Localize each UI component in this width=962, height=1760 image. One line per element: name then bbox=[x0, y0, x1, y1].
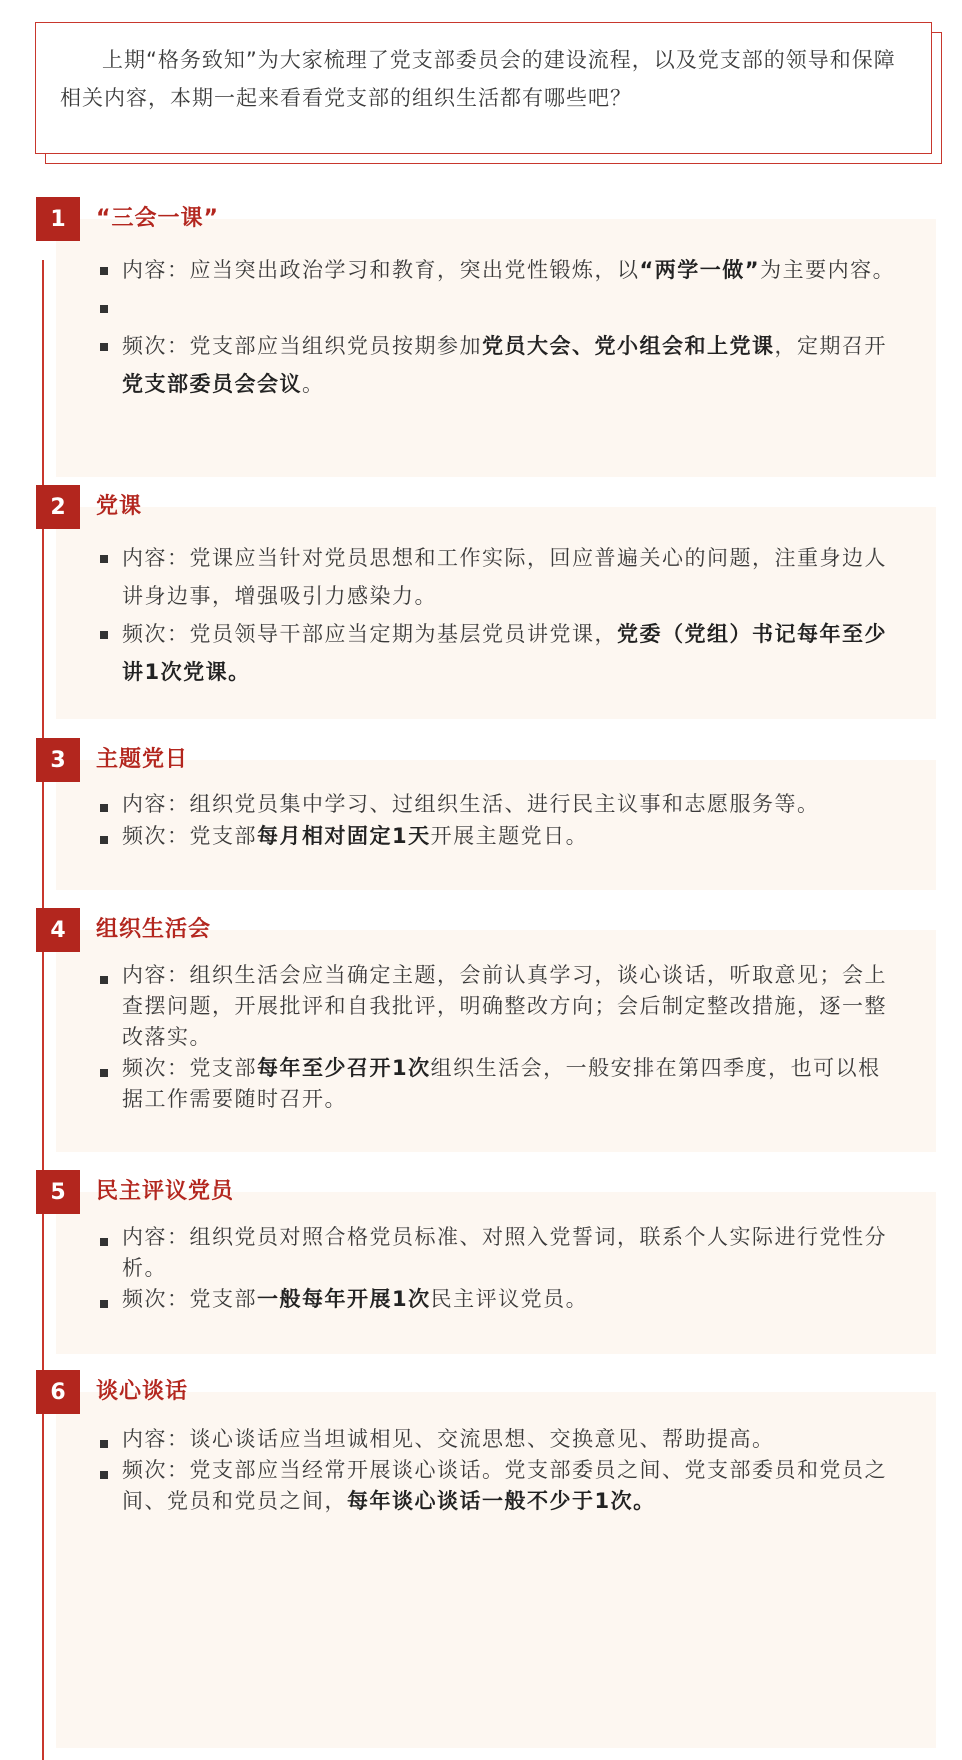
section-number: 5 bbox=[36, 1170, 80, 1214]
section-2 bbox=[36, 485, 936, 725]
item-text: ，定期召开 bbox=[774, 334, 887, 358]
list-item bbox=[94, 820, 898, 852]
item-text: 频次：党支部应当组织党员按期参加 bbox=[122, 334, 482, 358]
emphasis-text: 党委（党组）书记每年至少讲1次党课。 bbox=[122, 622, 887, 684]
section-number: 2 bbox=[36, 485, 80, 529]
emphasis-text: 每年至少召开1次 bbox=[257, 1056, 431, 1080]
list-item bbox=[94, 539, 898, 615]
section-3 bbox=[36, 738, 936, 898]
section-4 bbox=[36, 908, 936, 1158]
intro-frame bbox=[35, 22, 932, 154]
item-text: 内容：党课应当针对党员思想和工作实际，回应普遍关心的问题，注重身边人讲身边事，增强吸引力感染力。 bbox=[122, 546, 887, 608]
item-text: 开展主题党日。 bbox=[430, 824, 589, 848]
section-title: 民主评议党员 bbox=[96, 1179, 235, 1204]
list-item bbox=[94, 1222, 898, 1284]
item-text: 频次：党支部应当经常开展谈心谈话。党支部委员之间、党支部委员和党员之间、党员和党员之间， bbox=[122, 1458, 887, 1513]
list-item bbox=[94, 1053, 898, 1115]
list-item bbox=[94, 1284, 898, 1315]
section-title: 谈心谈话 bbox=[96, 1379, 189, 1404]
bullet-list bbox=[94, 251, 898, 396]
intro-text: 上期“格务致知”为大家梳理了党支部委员会的建设流程，以及党支部的领导和保障相关内容，本期一起来看看党支部的组织生活都有哪些吧？ bbox=[35, 22, 932, 154]
section-number: 4 bbox=[36, 908, 80, 952]
list-spacer bbox=[94, 289, 898, 327]
item-text: 频次：党支部 bbox=[122, 1287, 257, 1311]
section-number: 1 bbox=[36, 197, 80, 241]
list-item bbox=[94, 327, 898, 403]
section-number: 6 bbox=[36, 1370, 80, 1414]
item-text: 频次：党支部 bbox=[122, 824, 257, 848]
bullet-list bbox=[94, 960, 898, 1115]
list-item bbox=[94, 1455, 898, 1517]
item-text: 组织生活会，一般安排在第四季度，也可以根据工作需要随时召开。 bbox=[122, 1056, 881, 1111]
item-text: 内容：组织党员集中学习、过组织生活、进行民主议事和志愿服务等。 bbox=[122, 792, 820, 816]
section-title: 主题党日 bbox=[96, 747, 189, 772]
item-text: 内容：组织党员对照合格党员标准、对照入党誓词，联系个人实际进行党性分析。 bbox=[122, 1225, 887, 1280]
list-item bbox=[94, 788, 898, 820]
bullet-list bbox=[94, 1222, 898, 1315]
emphasis-text: 每年谈心谈话一般不少于1次。 bbox=[347, 1489, 656, 1513]
emphasis-text: 一般每年开展1次 bbox=[257, 1287, 431, 1311]
section-number: 3 bbox=[36, 738, 80, 782]
bullet-list bbox=[94, 539, 898, 691]
bullet-list bbox=[94, 788, 898, 852]
item-text: 内容：应当突出政治学习和教育，突出党性锻炼，以 bbox=[122, 258, 640, 282]
item-text: 为主要内容。 bbox=[760, 258, 896, 282]
section-title: 组织生活会 bbox=[96, 917, 212, 942]
item-text: 。 bbox=[302, 372, 325, 396]
section-5 bbox=[36, 1170, 936, 1360]
item-text: 频次：党员领导干部应当定期为基层党员讲党课， bbox=[122, 622, 617, 646]
list-item bbox=[94, 615, 898, 691]
item-text: 民主评议党员。 bbox=[430, 1287, 589, 1311]
section-title: “三会一课” bbox=[96, 206, 219, 231]
bullet-list bbox=[94, 1424, 898, 1517]
section-title: 党课 bbox=[96, 494, 143, 519]
item-text: 频次：党支部 bbox=[122, 1056, 257, 1080]
section-1 bbox=[36, 197, 936, 477]
emphasis-text: “两学一做” bbox=[639, 258, 761, 282]
list-item bbox=[94, 960, 898, 1053]
list-item bbox=[94, 251, 898, 289]
list-item bbox=[94, 1424, 898, 1455]
emphasis-text: 每月相对固定1天 bbox=[257, 824, 431, 848]
item-text: 内容：谈心谈话应当坦诚相见、交流思想、交换意见、帮助提高。 bbox=[122, 1427, 775, 1451]
item-text: 内容：组织生活会应当确定主题，会前认真学习，谈心谈话，听取意见；会上查摆问题，开展批评和自我批评，明确整改方向；会后制定整改措施，逐一整改落实。 bbox=[122, 963, 887, 1049]
section-6 bbox=[36, 1370, 936, 1748]
emphasis-text: 党支部委员会会议 bbox=[122, 372, 302, 396]
emphasis-text: 党员大会、党小组会和上党课 bbox=[482, 334, 775, 358]
